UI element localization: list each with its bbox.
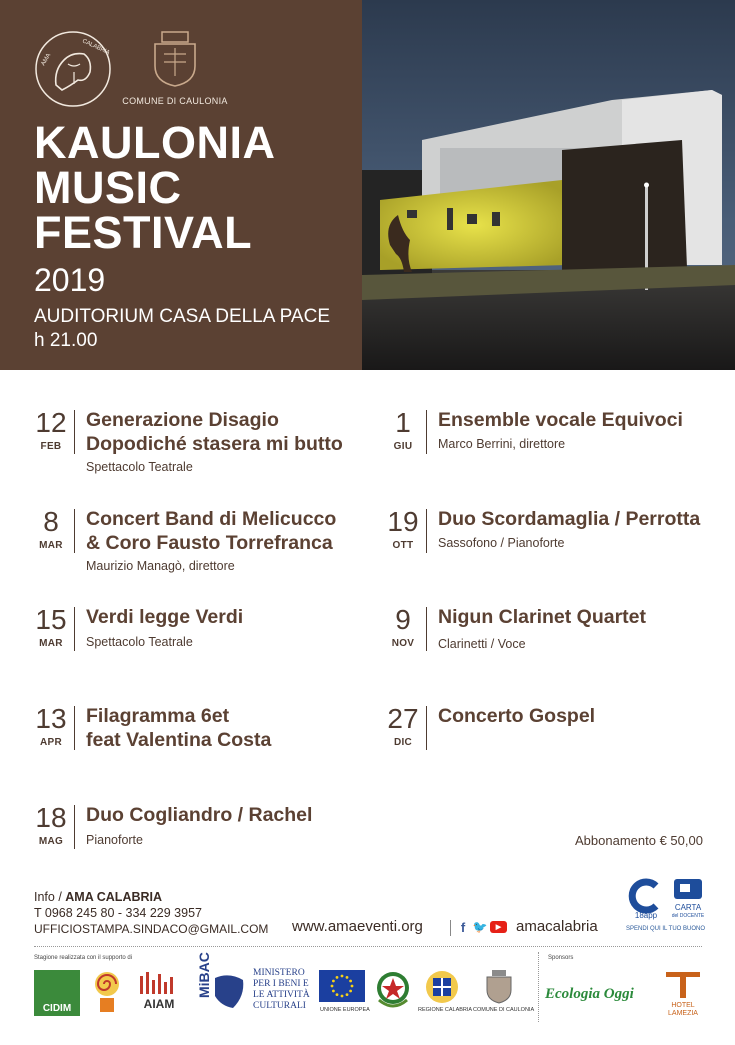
event-day: 18 — [35, 802, 67, 833]
facebook-icon[interactable]: f — [456, 920, 470, 934]
comune-footer-label: COMUNE DI CAULONIA — [473, 1007, 535, 1013]
info-label — [34, 890, 162, 904]
sponsors-label: Sponsors — [548, 955, 574, 961]
event-item — [30, 803, 350, 873]
aiam-label: AIAM — [143, 997, 175, 1011]
youtube-icon[interactable]: ▶ — [490, 921, 507, 933]
auditorium-photo — [362, 0, 735, 370]
event-day: 12 — [35, 407, 67, 438]
event-day: 8 — [43, 506, 59, 537]
event-title: Ensemble vocale Equivoci — [438, 409, 683, 431]
event-subtitle: Sassofono / Pianoforte — [438, 536, 565, 550]
ministero-line-1: MINISTERO — [253, 968, 305, 978]
event-item — [30, 605, 350, 675]
info-org: AMA CALABRIA — [65, 890, 163, 904]
subscription-price: Abbonamento € 50,00 — [575, 833, 703, 848]
ministero-text — [253, 968, 310, 1012]
event-month: OTT — [392, 540, 414, 551]
event-item — [382, 507, 722, 577]
event-day: 1 — [395, 407, 411, 438]
event-month: GIU — [393, 441, 413, 452]
event-title: Concerto Gospel — [438, 705, 596, 727]
ama-calabria-logo — [34, 30, 112, 108]
caulonia-crest-icon — [150, 30, 200, 88]
event-divider — [426, 509, 427, 553]
info-phone: T 0968 245 80 - 334 229 3957 — [34, 906, 202, 920]
event-item — [30, 408, 350, 478]
ecologia-oggi-logo: Ecologia Oggi — [545, 986, 634, 1002]
twitter-icon[interactable]: 🐦 — [472, 920, 488, 934]
italian-republic-emblem-icon — [375, 970, 411, 1010]
aiam-logo — [134, 970, 184, 1016]
event-day: 13 — [35, 703, 67, 734]
event-title-line-2: & Coro Fausto Torrefranca — [86, 532, 333, 554]
event-divider — [426, 607, 427, 651]
event-month: MAR — [39, 638, 63, 649]
info-email[interactable]: UFFICIOSTAMPA.SINDACO@GMAIL.COM — [34, 922, 269, 936]
regione-label: REGIONE CALABRIA — [418, 1007, 473, 1013]
carta-docente-logo — [668, 878, 708, 920]
footer-divider — [34, 946, 702, 947]
footer-vertical-divider — [538, 952, 539, 1022]
header — [0, 0, 735, 370]
event-title: Generazione Disagio — [86, 409, 279, 431]
event-title-line-2: Dopodiché stasera mi butto — [86, 433, 343, 455]
event-title: Nigun Clarinet Quartet — [438, 606, 647, 628]
spendi-label: SPENDI QUI IL TUO BUONO — [626, 926, 706, 932]
mibac-label: MiBAC — [196, 952, 212, 998]
divider — [450, 920, 451, 936]
event-month: FEB — [40, 441, 62, 452]
event-divider — [74, 706, 75, 750]
eu-flag-icon — [319, 970, 365, 1002]
hotel-label: HOTEL — [671, 1002, 695, 1009]
svg-text:AMA: AMA — [40, 52, 53, 67]
event-day: 15 — [35, 604, 67, 635]
carta-label: CARTA — [674, 903, 702, 912]
event-month: MAG — [38, 836, 64, 847]
event-item — [382, 408, 722, 478]
event-title: Duo Cogliandro / Rachel — [86, 804, 313, 826]
event-item — [382, 605, 722, 675]
event-divider — [74, 509, 75, 553]
event-day: 19 — [387, 506, 419, 537]
comune-label: COMUNE DI CAULONIA — [122, 96, 228, 106]
event-divider — [74, 410, 75, 454]
venue: AUDITORIUM CASA DELLA PACE — [34, 306, 330, 327]
18app-logo — [626, 878, 666, 920]
support-label: Stagione realizzata con il supporto di — [34, 955, 133, 961]
comune-caulonia-crest-icon — [484, 970, 514, 1004]
event-title: Duo Scordamaglia / Perrotta — [438, 508, 701, 530]
cidim-logo: CIDIM — [34, 970, 80, 1016]
event-subtitle: Spettacolo Teatrale — [86, 635, 193, 649]
festival-title — [34, 117, 276, 258]
ministero-line-2: PER I BENI E — [253, 979, 309, 989]
ministero-line-4: CULTURALI — [253, 1001, 306, 1011]
mibac-logo — [196, 952, 251, 1016]
social-handle[interactable]: amacalabria — [516, 918, 598, 935]
lamezia-label: LAMEZIA — [668, 1010, 698, 1017]
event-month: MAR — [39, 540, 63, 551]
ministero-line-3: LE ATTIVITÀ — [253, 990, 310, 1000]
header-panel — [0, 0, 362, 370]
event-title: Concert Band di Melicucco — [86, 508, 337, 530]
event-item — [382, 704, 722, 774]
event-item — [30, 507, 350, 577]
eu-label: UNIONE EUROPEA — [320, 1007, 370, 1013]
info-prefix: Info / — [34, 890, 66, 904]
event-item — [30, 704, 350, 774]
festival-year: 2019 — [34, 262, 106, 298]
event-day: 9 — [395, 604, 411, 635]
svg-text:CALABRIA: CALABRIA — [81, 38, 111, 57]
event-subtitle: Clarinetti / Voce — [438, 637, 526, 651]
title-line-2: MUSIC — [34, 162, 182, 213]
event-title: Filagramma 6et — [86, 705, 230, 727]
event-subtitle: Spettacolo Teatrale — [86, 460, 193, 474]
spiral-emblem-icon — [90, 970, 124, 1014]
event-divider — [426, 706, 427, 750]
event-month: DIC — [393, 737, 413, 748]
start-hour: h 21.00 — [34, 330, 98, 351]
event-divider — [74, 607, 75, 651]
event-day: 27 — [387, 703, 419, 734]
event-title: Verdi legge Verdi — [86, 606, 244, 628]
hotel-lamezia-text — [662, 1002, 704, 1018]
event-subtitle: Maurizio Managò, direttore — [86, 559, 235, 573]
title-line-1: KAULONIA — [34, 117, 276, 168]
website-link[interactable]: www.amaeventi.org — [292, 918, 423, 935]
title-line-3: FESTIVAL — [34, 207, 253, 258]
event-divider — [74, 805, 75, 849]
regione-calabria-crest-icon — [425, 970, 459, 1004]
event-month: NOV — [391, 638, 415, 649]
carta-sub-label: del DOCENTE — [671, 913, 705, 919]
event-subtitle: Pianoforte — [86, 833, 143, 847]
event-divider — [426, 410, 427, 454]
event-title-line-2: feat Valentina Costa — [86, 729, 272, 751]
social-icons — [456, 920, 507, 934]
event-month: APR — [39, 737, 62, 748]
18app-label: 18app — [634, 911, 658, 920]
event-subtitle: Marco Berrini, direttore — [438, 437, 566, 451]
